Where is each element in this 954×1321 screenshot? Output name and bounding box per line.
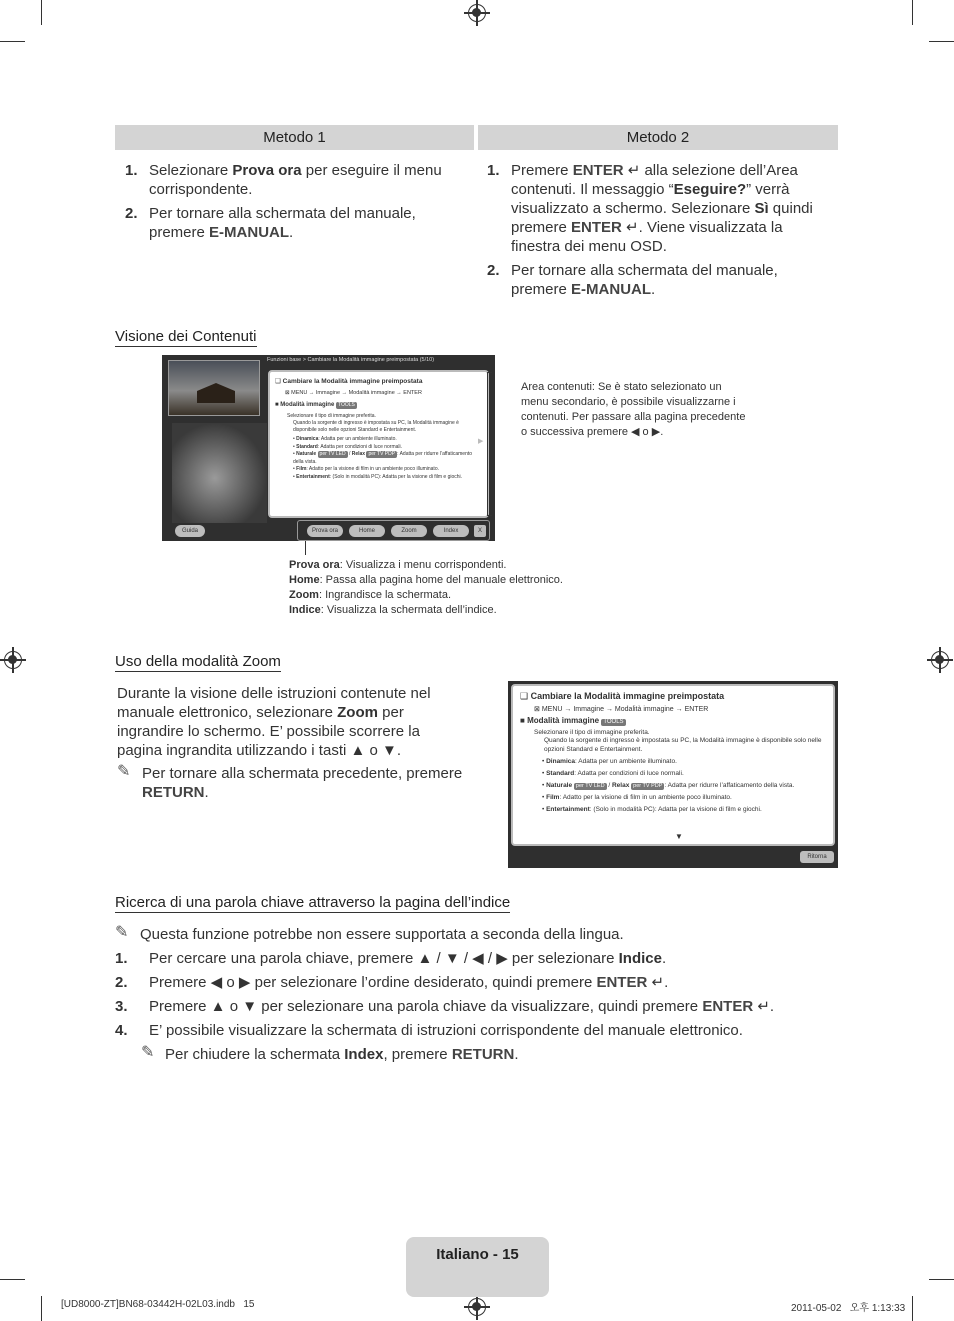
step-keyword: ENTER — [572, 162, 624, 179]
callout-bracket — [487, 372, 488, 516]
list-item: • Film: Adatto per la visione di film in un ambiente poco illuminato. — [293, 466, 439, 472]
step-text: per eseguire il menu corrispondente. — [149, 162, 442, 198]
zoomed-content-area[interactable] — [511, 684, 835, 846]
method2-steps — [477, 161, 833, 304]
enter-icon: ↵ — [621, 219, 639, 236]
method1-steps — [115, 161, 470, 247]
step-text: alla selezione dell’Area contenuti. Il messaggio “ — [511, 162, 798, 198]
step-text: . — [289, 224, 294, 241]
list-item: • Dinamica: Adatta per un ambiente illuminato. — [293, 436, 397, 442]
description-line: Prova ora: Visualizza i menu corrispondenti. — [289, 559, 507, 571]
bullet-list — [520, 756, 826, 816]
step-keyword: ENTER — [571, 219, 622, 236]
zoom-paragraph: Durante la visione delle istruzioni contenute nel manuale elettronico, selezionare Zoom per ingrandire lo schermo. E’ possibile scorrere la pagina ingrandita utilizzando i tasti ▲ o ▼. — [117, 685, 431, 759]
list-item: • Entertainment: (Solo in modalità PC): Adatta per la visione di film e giochi. — [542, 806, 762, 813]
pc-note: Quando la sorgente di ingresso è impostata su PC, la Modalità immagine è disponibile solo nelle opzioni Standard e Entertainment. — [293, 420, 459, 433]
button-descriptions — [289, 558, 589, 618]
crop-mark — [929, 1279, 954, 1280]
list-item: • Naturale per TV LED / Relax per TV PDP : Adatta per ridurre l’affaticamento della vista. — [542, 782, 795, 789]
step-text: . — [651, 281, 656, 298]
step-keyword: Eseguire? — [673, 181, 747, 198]
next-page-arrow-icon[interactable]: ▶ — [478, 438, 484, 445]
page-number-label: Italiano - 15 — [406, 1237, 549, 1297]
ricerca-content — [115, 925, 845, 1064]
note-icon: ✎ — [117, 763, 131, 780]
step-number: 2. — [487, 262, 500, 279]
step-number: 1. — [125, 162, 138, 179]
step-text: quindi premere — [511, 200, 813, 236]
home-button[interactable]: Home — [349, 525, 385, 537]
mode-label: ■ Modalità immagine TOOLS — [520, 716, 624, 725]
select-text: Selezionare il tipo di immagine preferita. — [534, 729, 650, 736]
step-number: 1. — [115, 950, 128, 967]
scroll-down-arrow-icon[interactable]: ▼ — [675, 832, 683, 841]
crop-mark — [41, 1296, 42, 1321]
step-text: Premere — [511, 162, 573, 179]
print-info: [UD8000-ZT]BN68-03442H-02L03.indb 15 — [61, 1299, 255, 1310]
method2-step — [477, 261, 833, 299]
mode-label: ■ Modalità immagine TOOLS — [275, 402, 355, 408]
menu-icon: ⊠ — [285, 389, 292, 396]
registration-mark-icon — [931, 651, 949, 669]
method2-step — [477, 161, 833, 256]
close-button[interactable]: X — [474, 525, 486, 537]
zoom-button[interactable]: Zoom — [391, 525, 427, 537]
method1-step — [115, 161, 470, 199]
pc-note: Quando la sorgente di ingresso è impostata su PC, la Modalità immagine è disponibile solo nelle opzioni Standard e Entertainment. — [544, 737, 822, 753]
print-date: 2011-05-02 오후 1:13:33 — [791, 1303, 906, 1314]
house-icon — [197, 383, 235, 403]
crop-mark — [929, 41, 954, 42]
panel-title: ❑ Cambiare la Modalità immagine preimpostata — [520, 691, 725, 701]
ricerca-step: 1. Per cercare una parola chiave, premere ▲ / ▼ / ◀ / ▶ per selezionare Indice. — [115, 950, 667, 967]
list-item: • Film: Adatto per la visione di film in un ambiente poco illuminato. — [542, 794, 732, 801]
decorative-graphic — [172, 423, 267, 523]
registration-mark-icon — [468, 4, 486, 22]
panel-title: ❑ Cambiare la Modalità immagine preimpostata — [275, 378, 423, 385]
ricerca-step: 2. Premere ◀ o ▶ per selezionare l’ordine desiderato, quindi premere ENTER ↵. — [115, 974, 669, 991]
crop-mark — [912, 1296, 913, 1321]
callout-bracket — [487, 515, 492, 516]
breadcrumb: Funzioni base > Cambiare la Modalità immagine preimpostata (5/10) — [267, 357, 435, 363]
ricerca-step: 4. E’ possibile visualizzare la schermata di istruzioni corrispondente del manuale elettronico. — [115, 1022, 743, 1039]
step-keyword: E-MANUAL — [571, 281, 652, 298]
ritorna-button[interactable]: Ritorna — [800, 851, 834, 863]
enter-icon: ↵ — [753, 998, 770, 1015]
emanual-screenshot — [162, 355, 495, 541]
crop-mark — [41, 0, 42, 25]
step-number: 2. — [125, 205, 138, 222]
note-icon: ✎ — [115, 924, 129, 941]
callout-bracket — [487, 372, 492, 373]
thumbnail-image — [168, 360, 260, 416]
note-icon: ✎ — [141, 1044, 155, 1061]
prova-ora-button[interactable]: Prova ora — [307, 525, 343, 537]
select-text: Selezionare il tipo di immagine preferita. — [287, 412, 376, 419]
step-number: 3. — [115, 998, 128, 1015]
section-heading-zoom: Uso della modalità Zoom — [115, 653, 281, 670]
menu-icon: ⊠ — [534, 706, 542, 713]
menu-path: ⊠ MENU → Immagine → Modalità immagine → ENTER — [534, 706, 709, 713]
step-keyword: Prova ora — [232, 162, 302, 179]
method2-header: Metodo 2 — [478, 125, 838, 150]
description-line: Indice: Visualizza la schermata dell’indice. — [289, 604, 497, 616]
description-line: Home: Passa alla pagina home del manuale elettronico. — [289, 574, 563, 586]
step-keyword: E-MANUAL — [209, 224, 290, 241]
method1-header: Metodo 1 — [115, 125, 474, 150]
ricerca-step: 3. Premere ▲ o ▼ per selezionare una parola chiave da visualizzare, quindi premere ENTER ↵. — [115, 998, 775, 1015]
step-text: Per tornare alla schermata del manuale, premere — [511, 262, 778, 298]
area-description: Area contenuti: Se è stato selezionato un menu secondario, è possibile visualizzarne i contenuti. Per passare alla pagina precedente o successiva premere ◀ o ▶. — [521, 381, 746, 438]
registration-mark-icon — [4, 651, 22, 669]
list-item: • Entertainment: (Solo in modalità PC): Adatta per la visione di film e giochi. — [293, 473, 463, 480]
method1-step — [115, 204, 470, 242]
guida-button[interactable]: Guida — [175, 525, 205, 537]
list-item: • Naturale per TV LED / Relax per TV PDP : Adatta per ridurre l’affaticamento della vista. — [293, 451, 473, 465]
menu-path: ⊠ MENU → Immagine → Modalità immagine → ENTER — [285, 389, 422, 396]
step-number: 2. — [115, 974, 128, 991]
crop-mark — [912, 0, 913, 25]
section-heading-ricerca: Ricerca di una parola chiave attraverso la pagina dell’indice — [115, 894, 511, 911]
ricerca-close-note: ✎ Per chiudere la schermata Index, premere RETURN. — [141, 1044, 519, 1063]
list-item: • Standard: Adatta per condizioni di luce normali. — [293, 443, 403, 450]
crop-mark — [0, 1279, 25, 1280]
list-item: • Dinamica: Adatta per un ambiente illuminato. — [542, 758, 677, 765]
step-number: 4. — [115, 1022, 128, 1039]
step-text: Selezionare — [149, 162, 233, 179]
step-text: ” verrà visualizzato a schermo. Selezionare — [511, 181, 790, 217]
content-area[interactable] — [268, 370, 489, 518]
enter-icon: ↵ — [647, 974, 665, 991]
bullet-list — [275, 436, 482, 481]
index-button[interactable]: Index — [433, 525, 469, 537]
step-text: Per tornare alla schermata del manuale, premere — [149, 205, 416, 241]
callout-line — [305, 541, 306, 555]
section-heading-visione: Visione dei Contenuti — [115, 328, 257, 345]
zoom-note: ✎ Per tornare alla schermata precedente, premere RETURN. — [117, 763, 463, 801]
zoom-screenshot — [508, 681, 838, 868]
step-text: . Viene visualizzata la finestra dei menu OSD. — [511, 219, 783, 255]
ricerca-note: ✎ Questa funzione potrebbe non essere supportata a seconda della lingua. — [115, 924, 624, 943]
step-number: 1. — [487, 162, 500, 179]
description-line: Zoom: Ingrandisce la schermata. — [289, 589, 452, 601]
registration-mark-icon — [468, 1298, 486, 1316]
step-keyword: Sì — [754, 200, 769, 217]
enter-icon: ↵ — [623, 162, 641, 179]
list-item: • Standard: Adatta per condizioni di luce normali. — [542, 770, 684, 777]
crop-mark — [0, 41, 25, 42]
